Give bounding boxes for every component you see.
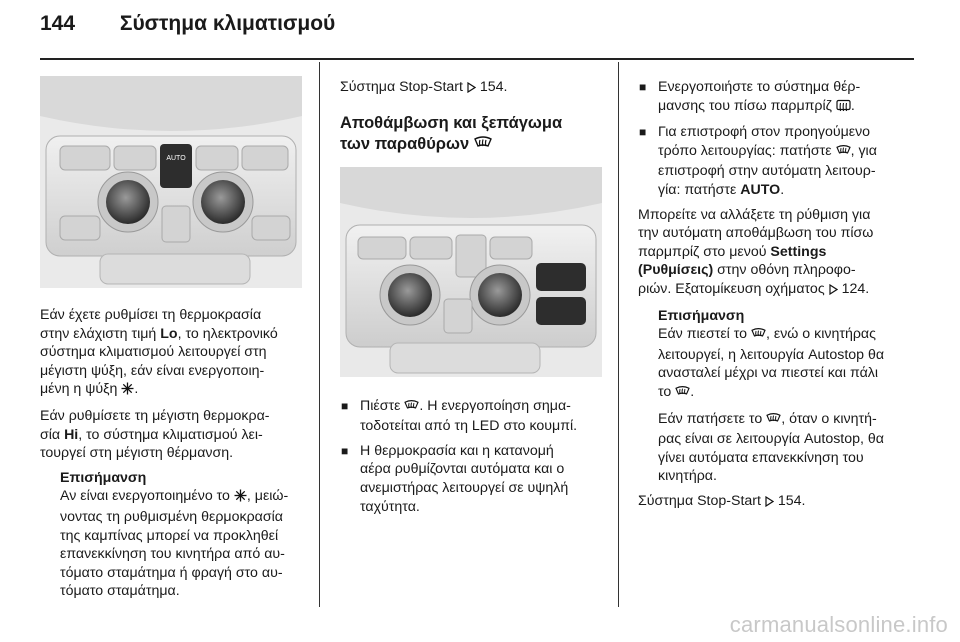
ac-snowflake-icon [234,489,247,508]
windscreen-defrost-icon [404,399,419,418]
climate-panel-illustration-2 [340,167,602,377]
list-item: ■ Για επιστροφή στον προηγούμενο τρόπο λειτουργίας: πατήστε , για επιστροφή στην αυτόματη λειτουρ- γία: πατήστε AUTO. [639,124,877,198]
list-item: ■ Η θερμοκρασία και η κατανομή αέρα ρυθμίζονται αυτόματα και ο ανεμιστήρας λειτουργεί σε υψηλή ταχύτητα. [341,442,569,515]
square-bullet-icon: ■ [639,80,647,94]
note-title: Επισήμανση [60,469,147,486]
rear-window-heat-icon [836,99,851,118]
square-bullet-icon: ■ [639,125,647,140]
note-text-2: Εάν πατήσετε το , όταν ο κινητή- ρας είναι σε λειτουργία Autostop, θα γίνει αυτόματα επανεκκίνηση του κινητήρα. [658,410,885,485]
note-text: Αν είναι ενεργοποιημένο το , μειώ- νοντας τη ρυθμισμένη θερμοκρασία της καμπίνας μπορεί να προκληθεί επανεκκίνηση του κινητήρα από αυ- τόματο σταμάτημα ή φραγή στο αυ- τόματο σταμάτημα. [60,488,289,600]
page-number: 144 [40,12,76,35]
page-ref-arrow-icon [829,282,838,301]
watermark: carmanualsonline.info [729,612,948,637]
paragraph-hi: Εάν ρυθμίσετε τη μέγιστη θερμοκρα- σία Hi, το σύστημα κλιματισμού λει- τουργεί στη μέγιστη θέρμανση. [40,407,270,462]
hi-setting: Hi [64,426,79,443]
column-3 [638,78,918,518]
windscreen-defrost-icon [675,385,690,404]
note-title: Επισήμανση [658,307,745,324]
list-item: ■ Πιέστε . Η ενεργοποίηση σημα- τοδοτείται από τη LED στο κουμπί. [341,397,578,435]
note-block-2 [638,307,918,486]
settings-menu-label-greek: (Ρυθμίσεις) [638,262,714,279]
square-bullet-icon: ■ [341,443,349,458]
page-header [40,12,335,36]
settings-menu-label: Settings [770,243,827,260]
windscreen-defrost-icon [474,135,492,157]
lo-setting: Lo [160,325,178,342]
header-rule [40,58,914,60]
paragraph-settings: Μπορείτε να αλλάξετε τη ρύθμιση για την αυτόματη αποθάμβωση του πίσω παρμπρίζ στο μενού Settings (Ρυθμίσεις) στην οθόνη πληροφο- ριών. Εξατομίκευση οχήματος 124. [638,206,918,301]
windscreen-defrost-icon [751,327,766,346]
windscreen-defrost-icon [836,144,851,163]
auto-button-label: AUTO [166,155,186,162]
cross-reference: Σύστημα Stop-Start 154. [638,492,918,513]
column-2 [340,78,608,522]
cross-reference: Σύστημα Stop-Start 154. [340,78,608,99]
note-text-1: Εάν πιεστεί το , ενώ ο κινητήρας λειτουργεί, η λειτουργία Autostop θα ανασταλεί μέχρι να πιεστεί και πάλι το . [658,325,918,403]
list-item: ■ Ενεργοποιήστε το σύστημα θέρ- μανσης του πίσω παρμπρίζ . [638,78,918,117]
climate-panel-illustration-1 [40,76,302,288]
column-1 [40,76,304,607]
page-ref-arrow-icon [765,494,774,513]
paragraph-lo: Εάν έχετε ρυθμίσει τη θερμοκρασία στην ελάχιστη τιμή Lo, το ηλεκτρονικό σύστημα κλιματισμού λειτουργεί στη μέγιστη ψύξη, εάν είναι ενεργοποιη- μένη η ψύξη . [40,306,304,401]
page-title: Σύστημα κλιματισμού [119,12,336,35]
page-ref-arrow-icon [467,80,476,99]
note-block-1 [40,469,304,601]
climate-panel-photo-2 [340,167,602,377]
column-divider-1 [319,62,320,607]
section-heading: Αποθάμβωση και ξεπάγωμα των παραθύρων [340,113,608,157]
column-divider-2 [618,62,619,607]
windscreen-defrost-icon [766,412,781,431]
square-bullet-icon: ■ [341,398,349,413]
climate-panel-photo-1 [40,76,302,288]
auto-label: AUTO [740,181,781,198]
ac-snowflake-icon [121,382,134,401]
